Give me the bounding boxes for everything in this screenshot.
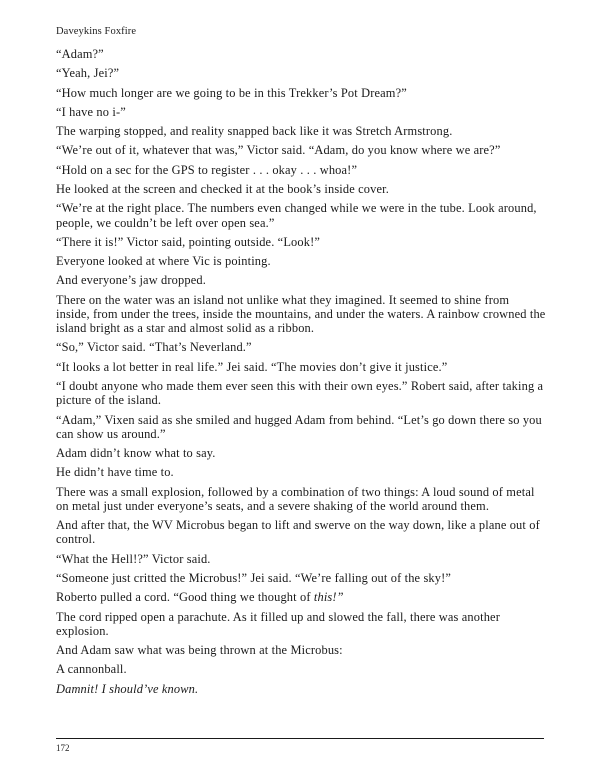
paragraph	[56, 124, 546, 138]
text-run: And Adam saw what was being thrown at the Microbus:	[56, 643, 343, 658]
text-run: “We’re at the right place. The numbers even changed while we were in the tube. Look around, people, we couldn’t be left over open sea.”	[56, 201, 537, 230]
text-run: Roberto pulled a cord. “Good thing we thought of	[56, 590, 314, 605]
text-run: “Hold on a sec for the GPS to register . . . okay . . . whoa!”	[56, 162, 358, 177]
paragraph	[56, 340, 546, 354]
text-run: There on the water was an island not unlike what they imagined. It seemed to shine from inside, from under the trees, inside the mountains, and under the waters. A rainbow crowned the island bright as a star and almost solid as a ribbon.	[56, 292, 546, 336]
text-run: Adam didn’t know what to say.	[56, 446, 216, 461]
paragraph	[56, 643, 546, 657]
paragraph	[56, 571, 546, 585]
paragraph	[56, 235, 546, 249]
italic-text: this!”	[313, 590, 344, 605]
paragraph	[56, 518, 546, 546]
paragraph	[56, 201, 546, 229]
paragraph	[56, 413, 546, 441]
text-run: “How much longer are we going to be in this Trekker’s Pot Dream?”	[56, 85, 407, 100]
running-head: Daveykins Foxfire	[56, 26, 137, 37]
text-run: The warping stopped, and reality snapped back like it was Stretch Armstrong.	[56, 124, 453, 139]
text-run: “I have no i-”	[56, 104, 126, 119]
footer-rule	[56, 738, 544, 739]
page-number: 172	[56, 743, 70, 753]
italic-text: Damnit! I should’ve known.	[56, 681, 199, 696]
paragraph	[56, 66, 546, 80]
paragraph	[56, 254, 546, 268]
paragraph	[56, 47, 546, 61]
paragraph	[56, 610, 546, 638]
text-run: “I doubt anyone who made them ever seen this with their own eyes.” Robert said, after taking a picture of the island.	[56, 379, 544, 408]
paragraph	[56, 273, 546, 287]
text-run: “What the Hell!?” Victor said.	[56, 551, 211, 566]
paragraph	[56, 105, 546, 119]
paragraph	[56, 163, 546, 177]
paragraph	[56, 379, 546, 407]
text-run: “We’re out of it, whatever that was,” Victor said. “Adam, do you know where we are?”	[56, 143, 501, 158]
paragraph	[56, 143, 546, 157]
text-run: “Adam,” Vixen said as she smiled and hugged Adam from behind. “Let’s go down there so you can show us around.”	[56, 412, 542, 441]
paragraph	[56, 465, 546, 479]
paragraph	[56, 552, 546, 566]
text-run: The cord ripped open a parachute. As it filled up and slowed the fall, there was another explosion.	[56, 609, 500, 638]
paragraph	[56, 182, 546, 196]
text-run: “It looks a lot better in real life.” Jei said. “The movies don’t give it justice.”	[56, 359, 448, 374]
text-run: And everyone’s jaw dropped.	[56, 273, 206, 288]
text-run: “Adam?”	[56, 47, 104, 61]
text-run: A cannonball.	[56, 662, 127, 677]
paragraph	[56, 446, 546, 460]
text-run: He didn’t have time to.	[56, 465, 174, 480]
paragraph	[56, 662, 546, 676]
body-text	[56, 47, 546, 701]
text-run: “Someone just critted the Microbus!” Jei said. “We’re falling out of the sky!”	[56, 570, 452, 585]
paragraph	[56, 86, 546, 100]
paragraph	[56, 485, 546, 513]
text-run: “So,” Victor said. “That’s Neverland.”	[56, 340, 252, 355]
text-run: There was a small explosion, followed by a combination of two things: A loud sound of metal on metal just under everyone’s seats, and a severe shaking of the world around them.	[56, 484, 535, 513]
text-run: He looked at the screen and checked it at the book’s inside cover.	[56, 182, 389, 197]
text-run: Everyone looked at where Vic is pointing.	[56, 254, 271, 269]
paragraph	[56, 590, 546, 604]
text-run: And after that, the WV Microbus began to lift and swerve on the way down, like a plane out of control.	[56, 518, 540, 547]
paragraph	[56, 682, 546, 696]
paragraph	[56, 293, 546, 336]
text-run: “Yeah, Jei?”	[56, 66, 120, 81]
text-run: “There it is!” Victor said, pointing outside. “Look!”	[56, 234, 321, 249]
paragraph	[56, 360, 546, 374]
